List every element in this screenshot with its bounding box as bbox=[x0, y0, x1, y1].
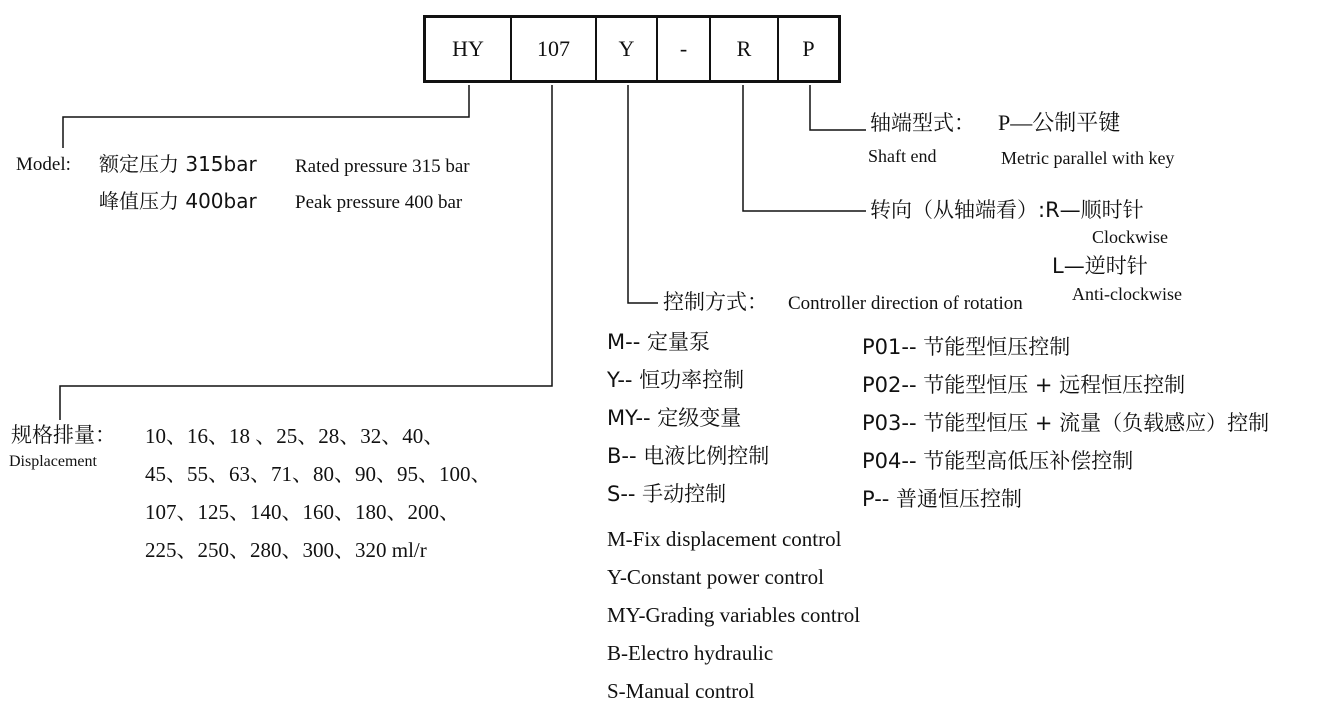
control-en-item: MY-Grading variables control bbox=[607, 603, 861, 627]
model-label: Model: bbox=[16, 154, 71, 175]
control-right-item: P01-- 节能型恒压控制 bbox=[862, 335, 1071, 359]
code-cell-series: HY bbox=[426, 18, 512, 80]
rotation-label-zh: 转向（从轴端看）:R—顺时针 bbox=[870, 198, 1144, 222]
control-left-item: S-- 手动控制 bbox=[607, 482, 727, 506]
shaft-connector bbox=[810, 85, 866, 130]
displacement-values-line: 10、16、18 、25、28、32、40、 bbox=[145, 424, 445, 448]
rotation-l-en: Anti-clockwise bbox=[1072, 284, 1182, 304]
code-cell-rotation: R bbox=[711, 18, 779, 80]
peak-pressure-zh: 峰值压力 400bar bbox=[99, 189, 257, 213]
rotation-connector bbox=[743, 85, 866, 211]
control-right-item: P02-- 节能型恒压 + 远程恒压控制 bbox=[862, 373, 1186, 397]
rotation-r-en: Clockwise bbox=[1092, 227, 1168, 247]
control-left-item: B-- 电液比例控制 bbox=[607, 444, 770, 468]
control-label-zh: 控制方式： bbox=[663, 290, 768, 314]
control-left-item: M-- 定量泵 bbox=[607, 330, 710, 354]
rated-pressure-zh: 额定压力 315bar bbox=[99, 152, 257, 176]
code-cell-separator: - bbox=[658, 18, 711, 80]
displacement-label-zh: 规格排量： bbox=[11, 423, 116, 447]
displacement-connector bbox=[60, 85, 552, 420]
displacement-label-en: Displacement bbox=[9, 453, 97, 470]
control-left-item: MY-- 定级变量 bbox=[607, 406, 742, 430]
shaft-label-en: Shaft end bbox=[868, 146, 937, 166]
code-cell-control: Y bbox=[597, 18, 658, 80]
control-right-item: P03-- 节能型恒压 + 流量（负载感应）控制 bbox=[862, 411, 1270, 435]
rotation-l-zh: L—逆时针 bbox=[1052, 254, 1148, 278]
rated-pressure-en: Rated pressure 315 bar bbox=[295, 156, 470, 177]
control-en-item: S-Manual control bbox=[607, 679, 755, 703]
control-connector bbox=[628, 85, 658, 303]
control-right-item: P-- 普通恒压控制 bbox=[862, 487, 1023, 511]
model-code-box bbox=[423, 15, 841, 83]
displacement-values-line: 45、55、63、71、80、90、95、100、 bbox=[145, 462, 492, 486]
control-en-item: B-Electro hydraulic bbox=[607, 641, 774, 665]
control-left-item: Y-- 恒功率控制 bbox=[607, 368, 745, 392]
control-label-en: Controller direction of rotation bbox=[788, 293, 1023, 314]
control-en-item: Y-Constant power control bbox=[607, 565, 824, 589]
shaft-value-en: Metric parallel with key bbox=[1001, 148, 1175, 168]
code-cell-shaft: P bbox=[802, 36, 815, 61]
shaft-value-zh: P—公制平键 bbox=[998, 110, 1121, 135]
shaft-label-zh: 轴端型式： bbox=[870, 111, 975, 135]
model-connector bbox=[63, 85, 469, 148]
control-right-item: P04-- 节能型高低压补偿控制 bbox=[862, 449, 1134, 473]
peak-pressure-en: Peak pressure 400 bar bbox=[295, 192, 463, 213]
control-en-item: M-Fix displacement control bbox=[607, 527, 842, 551]
displacement-values-line: 225、250、280、300、320 ml/r bbox=[145, 538, 427, 562]
displacement-values-line: 107、125、140、160、180、200、 bbox=[145, 500, 460, 524]
code-cell-displacement: 107 bbox=[512, 18, 597, 80]
